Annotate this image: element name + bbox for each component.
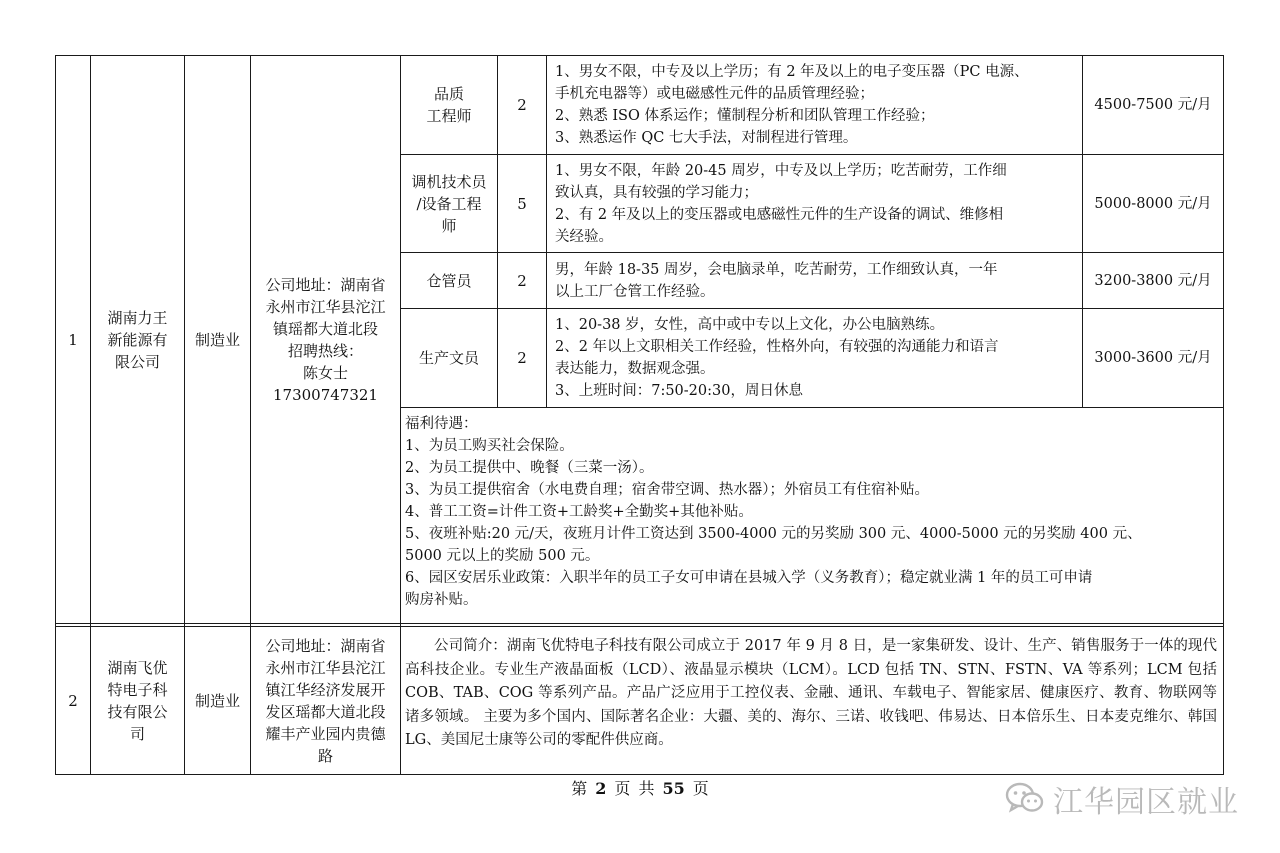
address-line: 招聘热线： [287,341,363,360]
requirement-line: 3、上班时间：7:50-20:30，周日休息 [555,383,803,399]
contact-phone: 17300747321 [273,385,378,404]
requirement-line: 以上工厂仓管工作经验。 [555,283,715,300]
job-requirements [547,56,1082,154]
requirement-line: 表达能力，数据观念强。 [555,361,715,377]
benefit-item: 2、为员工提供中、晚餐（三菜一汤）。 [405,460,654,476]
company-name [91,56,184,623]
total-label: 共 [638,779,655,798]
page-label: 页 [692,779,709,798]
company-intro-text: 公司简介：湖南飞优特电子科技有限公司成立于 2017 年 9 月 8 日，是一家集研发、设计、生产、销售服务于一体的现代高科技企业。专业生产液晶面板（LCD）、液晶显示模块（LCM）。LCD 包括 TN、STN、FSTN、VA 等系列；LCM 包括 COB、TAB、COG 等系列产品。产品广泛应用于工控仪表、金融、通讯、车载电子、智能家居、健康医疗、教育、物联网等诸多领域。 主要为多个国内、国际著名企业：大疆、美的、海尔、三诺、收钱吧、伟易达、日本倍乐生、日本麦克维尔、韩国 LG、美国尼士康等公司的零配件供应商。 [405,638,1218,748]
job-count [498,56,546,154]
job-count [498,309,546,407]
requirement-line: 手机充电器等）或电磁感性元件的品质管理经验； [555,86,874,102]
job-requirements [547,309,1082,407]
address-line: 发区瑶都大道北段 [265,702,386,721]
contact-person: 陈女士 [302,363,348,382]
company-name-text: 湖南飞优特电子科技有限公司 [107,658,168,743]
page-number: 2 [595,779,607,798]
requirement-line: 2、2 年以上文职相关工作经验，性格外向，有较强的沟通能力和语言 [555,339,999,355]
salary-text: 3200-3800 元/月 [1094,272,1212,289]
watermark [1005,775,1239,823]
job-title [401,155,497,252]
job-salary [1083,253,1223,308]
benefit-item: 购房补贴。 [405,592,478,608]
job-title-line: 工程师 [426,107,472,125]
company-name [91,627,184,774]
requirement-line: 1、男女不限，中专及以上学历；有 2 年及以上的电子变压器（PC 电源、 [555,64,1029,80]
address-line: 耀丰产业园内贵德 [265,724,386,743]
row-index-text: 1 [68,330,78,349]
address-line: 镇瑶都大道北段 [272,319,378,338]
company-name-text: 湖南力王新能源有限公司 [107,308,168,371]
row-index [56,627,90,774]
job-title-line: /设备工程 [416,194,482,213]
requirement-line: 1、20-38 岁，女性，高中或中专以上文化，办公电脑熟练。 [555,317,945,333]
wechat-logo-icon [1005,782,1045,816]
grid-line [1223,55,1224,775]
job-count-text: 2 [517,349,527,367]
row-index-text: 2 [68,691,78,710]
requirement-line: 2、有 2 年及以上的变压器或电感磁性元件的生产设备的调试、维修相 [555,206,1004,223]
address-line: 路 [317,746,333,765]
requirement-line: 1、男女不限，年龄 20-45 周岁，中专及以上学历；吃苦耐劳，工作细 [555,162,1007,179]
job-title-line: 仓管员 [426,271,472,290]
industry [185,627,250,774]
job-count-text: 2 [517,271,527,290]
address-line: 公司地址：湖南省 [265,275,386,294]
job-title-line: 师 [441,216,457,235]
salary-text: 3000-3600 元/月 [1094,350,1212,366]
requirement-line: 关经验。 [555,228,613,245]
address-line: 永州市江华县沱江 [265,297,386,316]
job-salary [1083,56,1223,154]
company-address [251,56,400,623]
salary-text: 4500-7500 元/月 [1094,97,1212,113]
job-title [401,253,497,308]
job-count [498,253,546,308]
grid-line [400,407,1224,408]
address-line: 公司地址：湖南省 [265,636,386,655]
benefit-item: 5000 元以上的奖励 500 元。 [405,548,600,564]
job-title [401,56,497,154]
job-salary [1083,309,1223,407]
job-count-text: 5 [517,194,527,213]
company-intro [400,626,1223,774]
page-label: 页 [614,779,631,798]
requirement-line: 男，年龄 18-35 周岁，会电脑录单，吃苦耐劳，工作细致认真，一年 [555,261,998,278]
requirement-line: 2、熟悉 ISO 体系运作；懂制程分析和团队管理工作经验； [555,108,935,124]
job-title-line: 品质 [433,85,464,103]
salary-text: 5000-8000 元/月 [1094,195,1212,212]
benefit-item: 4、普工工资=计件工资+工龄奖+全勤奖+其他补贴。 [405,504,753,520]
job-salary [1083,155,1223,252]
requirement-line: 3、熟悉运作 QC 七大手法，对制程进行管理。 [555,130,858,146]
industry-text: 制造业 [194,691,240,710]
job-title [401,309,497,407]
company-address [251,627,400,774]
address-line: 永州市江华县沱江 [265,658,386,677]
benefit-item: 1、为员工购买社会保险。 [405,438,574,454]
requirement-line: 致认真，具有较强的学习能力； [555,184,758,201]
total-pages: 55 [662,779,685,798]
benefit-item: 5、夜班补贴:20 元/天，夜班月计件工资达到 3500-4000 元的另奖励 300 元、4000-5000 元的另奖励 400 元、 [405,526,1142,542]
address-line: 镇江华经济发展开 [265,680,386,699]
watermark-text: 江华园区就业 [1053,785,1239,820]
job-count-text: 2 [517,96,527,114]
industry [185,56,250,623]
page-label: 第 [571,779,588,798]
job-title-line: 调机技术员 [411,172,487,191]
row-index [56,56,90,623]
industry-text: 制造业 [194,330,240,349]
job-requirements [547,155,1082,252]
benefit-item: 6、园区安居乐业政策：入职半年的员工子女可申请在县城入学（义务教育）；稳定就业满 1 年的员工可申请 [405,570,1093,586]
benefit-item: 3、为员工提供宿舍（水电费自理；宿舍带空调、热水器）；外宿员工有住宿补贴。 [405,482,929,498]
benefits-heading: 福利待遇： [405,416,478,432]
job-count [498,155,546,252]
grid-line [55,623,1224,624]
job-requirements [547,253,1082,308]
job-title-line: 生产文员 [418,349,479,367]
benefits-block [400,409,1223,623]
